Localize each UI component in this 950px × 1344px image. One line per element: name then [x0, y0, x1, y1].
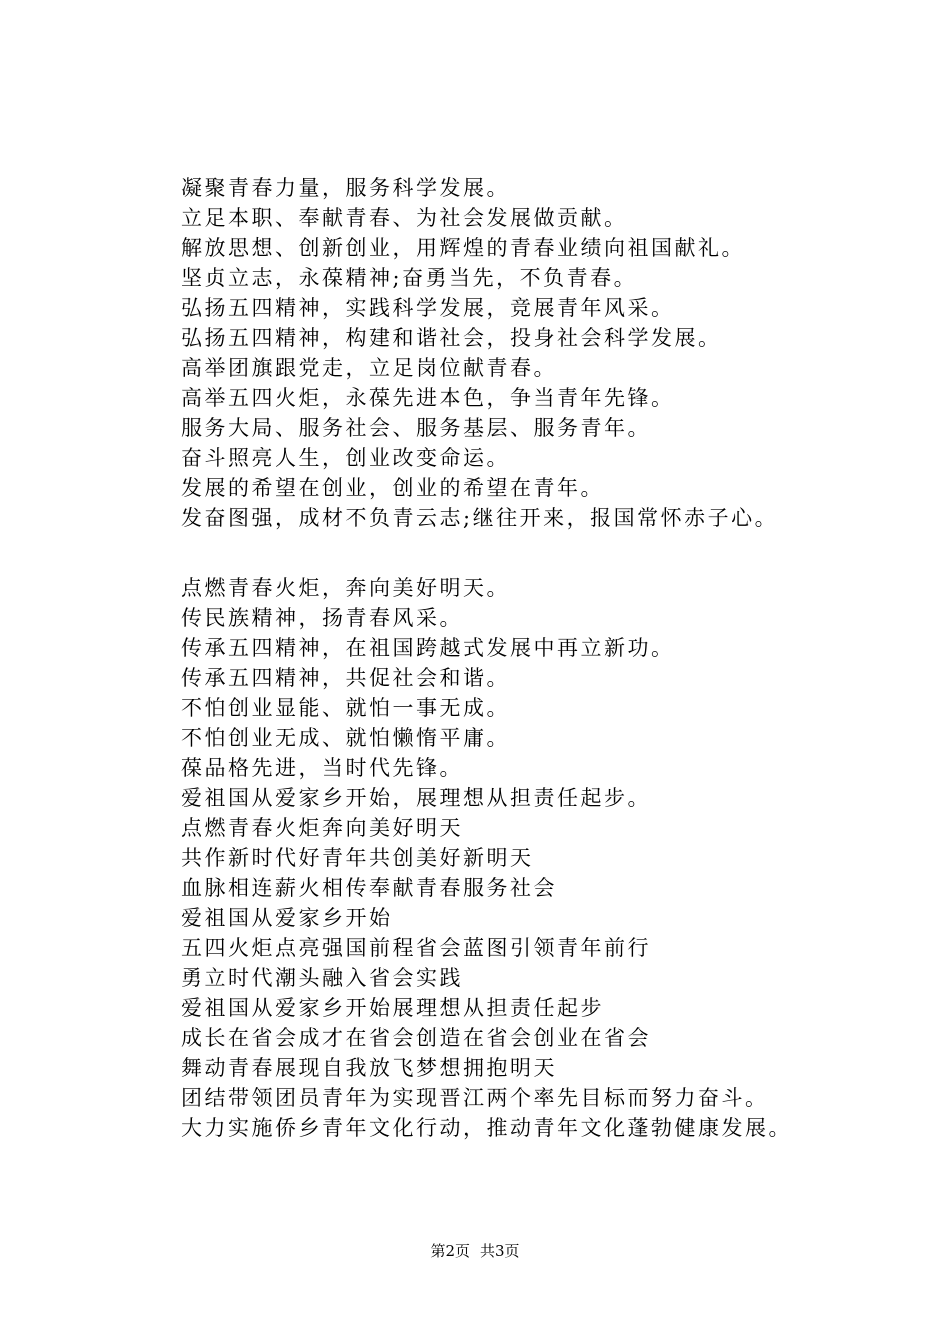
slogan-line: 奋斗照亮人生，创业改变命运。 — [181, 446, 510, 470]
slogan-line: 发奋图强，成材不负青云志;继往开来，报国常怀赤子心。 — [181, 506, 779, 530]
slogan-line: 高举团旗跟党走，立足岗位献青春。 — [181, 356, 557, 380]
slogan-line: 爱祖国从爱家乡开始，展理想从担责任起步。 — [181, 786, 651, 810]
slogan-line: 传承五四精神，共促社会和谐。 — [181, 666, 510, 690]
slogan-line: 发展的希望在创业，创业的希望在青年。 — [181, 476, 604, 500]
slogan-line: 弘扬五四精神，构建和谐社会，投身社会科学发展。 — [181, 326, 722, 350]
slogan-line: 爱祖国从爱家乡开始 — [181, 906, 393, 930]
slogan-line: 服务大局、服务社会、服务基层、服务青年。 — [181, 416, 651, 440]
slogan-line: 凝聚青春力量，服务科学发展。 — [181, 176, 510, 200]
slogan-line: 血脉相连薪火相传奉献青春服务社会 — [181, 876, 557, 900]
page-number: 第2页 — [430, 1242, 470, 1260]
slogan-line: 共作新时代好青年共创美好新明天 — [181, 846, 534, 870]
slogan-group-1 — [181, 173, 881, 533]
slogan-line: 不怕创业显能、就怕一事无成。 — [181, 696, 510, 720]
slogan-line: 成长在省会成才在省会创造在省会创业在省会 — [181, 1026, 651, 1050]
slogan-line: 点燃青春火炬奔向美好明天 — [181, 816, 463, 840]
slogan-line: 团结带领团员青年为实现晋江两个率先目标而努力奋斗。 — [181, 1086, 769, 1110]
slogan-line: 大力实施侨乡青年文化行动，推动青年文化蓬勃健康发展。 — [181, 1116, 792, 1140]
slogan-line: 点燃青春火炬，奔向美好明天。 — [181, 576, 510, 600]
slogan-line: 高举五四火炬，永葆先进本色，争当青年先锋。 — [181, 386, 675, 410]
slogan-line: 不怕创业无成、就怕懒惰平庸。 — [181, 726, 510, 750]
slogan-line: 坚贞立志，永葆精神;奋勇当先，不负青春。 — [181, 266, 638, 290]
slogan-line: 五四火炬点亮强国前程省会蓝图引领青年前行 — [181, 936, 651, 960]
slogan-line: 解放思想、创新创业，用辉煌的青春业绩向祖国献礼。 — [181, 236, 745, 260]
slogan-group-2 — [181, 573, 881, 1143]
slogan-line: 舞动青春展现自我放飞梦想拥抱明天 — [181, 1056, 557, 1080]
page-footer — [0, 1240, 950, 1262]
slogan-line: 弘扬五四精神，实践科学发展，竞展青年风采。 — [181, 296, 675, 320]
slogan-line: 葆品格先进，当时代先锋。 — [181, 756, 463, 780]
slogan-line: 传承五四精神，在祖国跨越式发展中再立新功。 — [181, 636, 675, 660]
slogan-line: 立足本职、奉献青春、为社会发展做贡献。 — [181, 206, 628, 230]
slogan-line: 爱祖国从爱家乡开始展理想从担责任起步 — [181, 996, 604, 1020]
slogan-line: 勇立时代潮头融入省会实践 — [181, 966, 463, 990]
slogan-line: 传民族精神，扬青春风采。 — [181, 606, 463, 630]
page-total: 共3页 — [480, 1242, 520, 1260]
